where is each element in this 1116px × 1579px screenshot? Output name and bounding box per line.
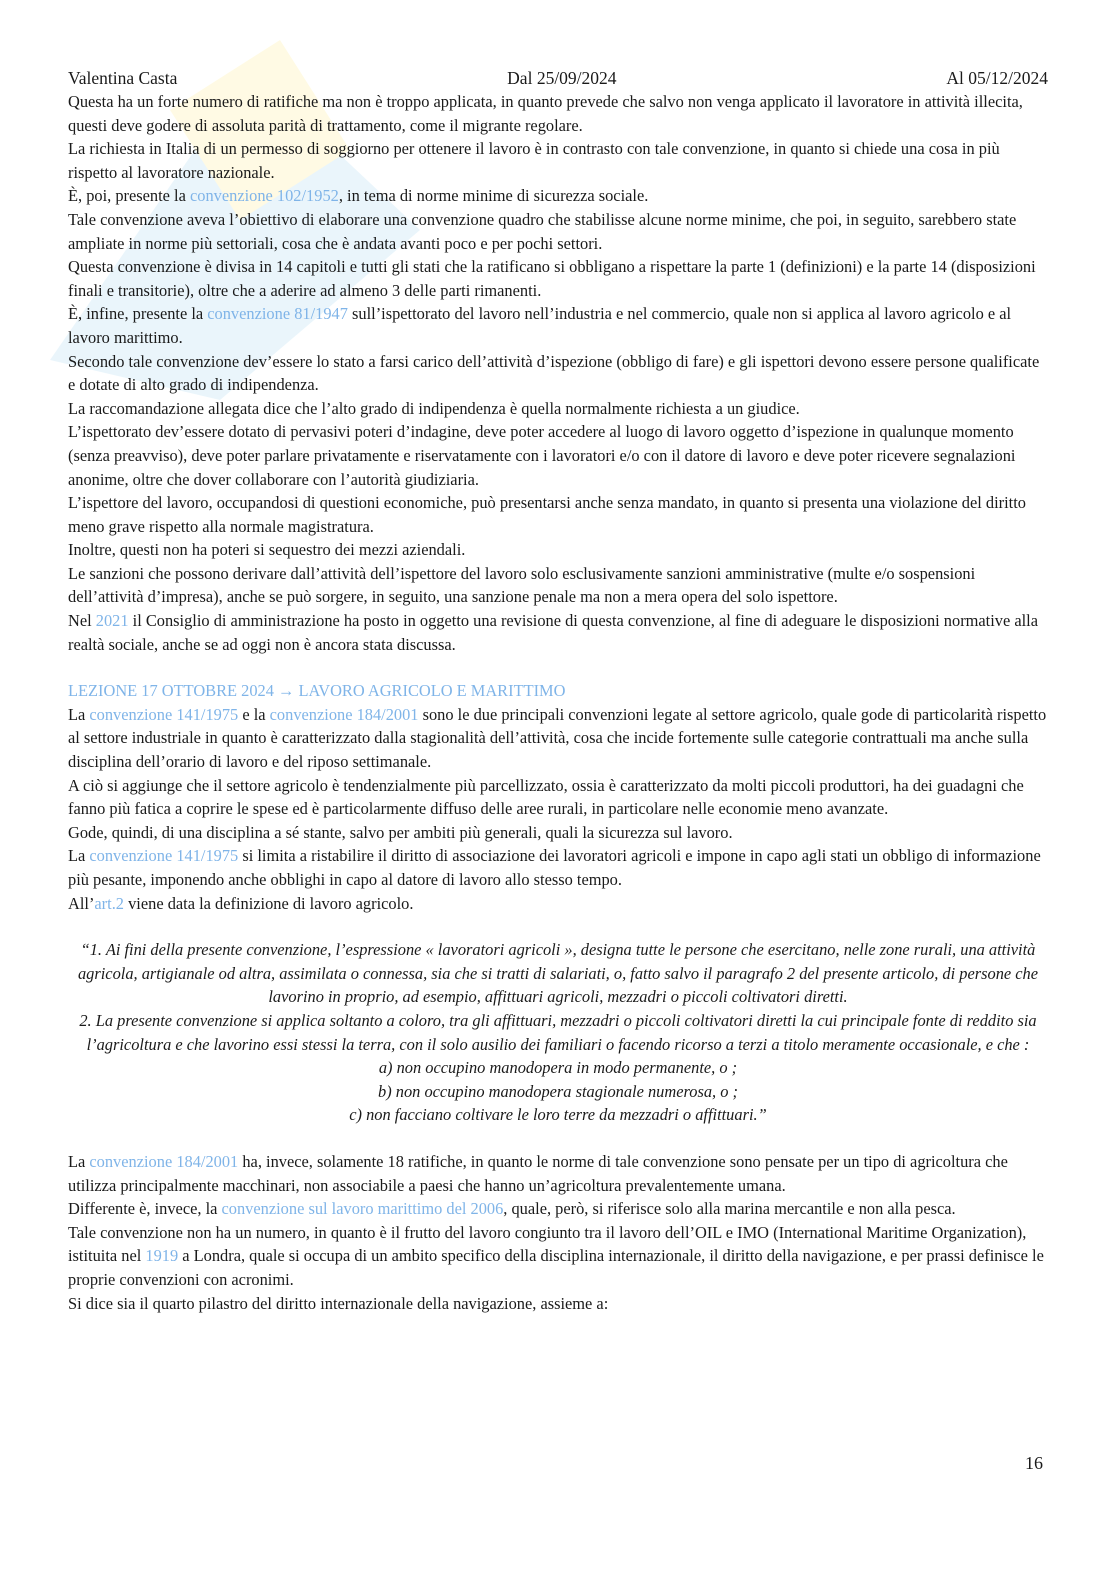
quoted-article — [76, 938, 1040, 1127]
paragraph: A ciò si aggiunge che il settore agricolo è tendenzialmente più parcellizzato, ossia è caratterizzato da molti piccoli produttori, ha dei guadagni che fanno più fatica a coprire le spese ed è particolarmente diffuso delle aree rurali, in particolare nelle economie meno avanzate. — [68, 775, 1024, 819]
paragraph: Questa convenzione è divisa in 14 capitoli e tutti gli stati che la ratificano si obbligano a rispettare la parte 1 (definizioni) e la parte 14 (disposizioni finali e transitorie), oltre che a aderire ad almeno 3 delle parti rimanenti. — [68, 257, 1036, 300]
paragraph: La raccomandazione allegata dice che l’alto grado di indipendenza è quella normalmente richiesta a un giudice. — [68, 398, 800, 418]
document-page — [68, 66, 1048, 1315]
quote-line: a) non occupino manodopera in modo permanente, o ; — [378, 1058, 738, 1078]
paragraph: La convenzione 184/2001 ha, invece, solamente 18 ratifiche, in quanto le norme di tale convenzione sono pensate per un tipo di agricoltura che utilizza principalmente macchinari, non associabile a paesi che hanno un’agricoltura prevalentemente umana. — [68, 1151, 1008, 1195]
quote-line: 2. La presente convenzione si applica soltanto a coloro, tra gli affittuari, mezzadri o piccoli coltivatori diretti la cui principale fonte di reddito sia l’agricoltura e che lavorino essi stessi la terra, con il solo ausilio dei familiari o facendo ricorso a terzi a titolo meramente occasionale, e che : — [79, 1010, 1037, 1054]
convention-reference: convenzione 141/1975 — [89, 704, 239, 724]
paragraph: Inoltre, questi non ha poteri si sequestro dei mezzi aziendali. — [68, 540, 466, 560]
paragraph: Le sanzioni che possono derivare dall’attività dell’ispettore del lavoro solo esclusivamente sanzioni amministrative (multe e/o sospensioni dell’attività d’impresa), anche se può sorgere, in seguito, una sanzione penale ma non a mera opera del solo ispettore. — [68, 563, 976, 607]
paragraph: L’ispettore del lavoro, occupandosi di questioni economiche, può presentarsi anche senza mandato, in quanto si presenta una violazione del diritto meno grave rispetto alla normale magistratura. — [68, 493, 1026, 536]
page-header — [68, 66, 1048, 90]
paragraph: Tale convenzione non ha un numero, in quanto è il frutto del lavoro congiunto tra il lavoro dell’OIL e IMO (International Maritime Organization), istituita nel 1919 a Londra, quale si occupa di un ambito specifico della disciplina internazionale, il diritto della navigazione, e per prassi definisce le proprie convenzioni con acronimi. — [68, 1222, 1044, 1289]
paragraph: La convenzione 141/1975 e la convenzione 184/2001 sono le due principali convenzioni legate al settore agricolo, quale gode di particolarità rispetto al settore industriale in quanto è caratterizzato dalla stagionalità dell’attività, cosa che incide fortemente sulle categorie contrattuali ma anche sulla disciplina dell’orario di lavoro e del riposo settimanale. — [68, 704, 1047, 772]
page-number: 16 — [1025, 1453, 1043, 1473]
header-to-date: Al 05/12/2024 — [946, 68, 1048, 88]
quote-line: c) non facciano coltivare le loro terre da mezzadri o affittuari.” — [349, 1105, 767, 1125]
header-author: Valentina Casta — [68, 68, 178, 88]
paragraph: Gode, quindi, di una disciplina a sé stante, salvo per ambiti più generali, quali la sicurezza sul lavoro. — [68, 822, 733, 842]
paragraph: Secondo tale convenzione dev’essere lo stato a farsi carico dell’attività d’ispezione (obbligo di fare) e gli ispettori devono essere persone qualificate e dotate di alto grado di indipendenza. — [68, 351, 1040, 395]
paragraph: È, infine, presente la convenzione 81/1947 sull’ispettorato del lavoro nell’industria e nel commercio, quale non si applica al lavoro agricolo e al lavoro marittimo. — [68, 304, 1012, 347]
paragraph: Questa ha un forte numero di ratifiche ma non è troppo applicata, in quanto prevede che salvo non venga applicato il lavoratore in attività illecita, questi deve godere di assoluta parità di trattamento, come il migrante regolare. — [68, 92, 1023, 135]
convention-reference: convenzione 102/1952 — [189, 186, 339, 206]
article-reference: art.2 — [94, 893, 124, 913]
year-reference: 1919 — [145, 1246, 179, 1266]
quote-line: b) non occupino manodopera stagionale numerosa, o ; — [378, 1081, 738, 1101]
paragraph: Differente è, invece, la convenzione sul lavoro marittimo del 2006, quale, però, si riferisce solo alla marina mercantile e non alla pesca. — [68, 1199, 956, 1219]
header-from-date: Dal 25/09/2024 — [507, 68, 617, 88]
lesson-heading: LEZIONE 17 OTTOBRE 2024 → LAVORO AGRICOLO E MARITTIMO — [68, 681, 566, 701]
convention-reference: convenzione sul lavoro marittimo del 2006 — [221, 1199, 504, 1219]
paragraph: All’art.2 viene data la definizione di lavoro agricolo. — [68, 893, 414, 913]
paragraph: Nel 2021 il Consiglio di amministrazione ha posto in oggetto una revisione di questa convenzione, al fine di adeguare le disposizioni normative alla realtà sociale, anche se ad oggi non è ancora stata discussa. — [68, 611, 1039, 654]
quote-line: “1. Ai fini della presente convenzione, l’espressione « lavoratori agricoli », designa tutte le persone che esercitano, nelle zone rurali, una attività agricola, artigianale od altra, assimilata o connessa, sia che si tratti di salariati, o, fatto salvo il paragrafo 2 del presente articolo, di persone che lavorino in proprio, ad esempio, affittuari agricoli, mezzadri o piccoli coltivatori diretti. — [77, 940, 1039, 1007]
paragraph: Tale convenzione aveva l’obiettivo di elaborare una convenzione quadro che stabilisse alcune norme minime, che poi, in seguito, sarebbero state ampliate in norme più settoriali, cosa che è andata avanti poco e per pochi settori. — [68, 209, 1017, 253]
convention-reference: convenzione 81/1947 — [207, 304, 348, 324]
paragraph: L’ispettorato dev’essere dotato di pervasivi poteri d’indagine, deve poter accedere al luogo di lavoro oggetto d’ispezione in qualunque momento (senza preavviso), deve poter parlare privatamente e riservatamente con i lavoratori e/o con il datore di lavoro e deve poter ricevere segnalazioni anonime, oltre che dover collaborare con l’autorità giudiziaria. — [68, 422, 1016, 489]
year-reference: 2021 — [95, 611, 129, 631]
convention-reference: convenzione 184/2001 — [89, 1151, 239, 1171]
paragraph: Si dice sia il quarto pilastro del diritto internazionale della navigazione, assieme a: — [68, 1293, 609, 1313]
convention-reference: convenzione 141/1975 — [89, 846, 239, 866]
paragraph: La convenzione 141/1975 si limita a ristabilire il diritto di associazione dei lavoratori agricoli e impone in capo agli stati un obbligo di informazione più pesante, imponendo anche obblighi in capo al datore di lavoro allo stesso tempo. — [68, 846, 1041, 889]
paragraph: È, poi, presente la convenzione 102/1952, in tema di norme minime di sicurezza sociale. — [68, 186, 649, 206]
paragraph: La richiesta in Italia di un permesso di soggiorno per ottenere il lavoro è in contrasto con tale convenzione, in quanto si chiede una cosa in più rispetto al lavoratore nazionale. — [68, 139, 1000, 182]
convention-reference: convenzione 184/2001 — [269, 704, 419, 724]
